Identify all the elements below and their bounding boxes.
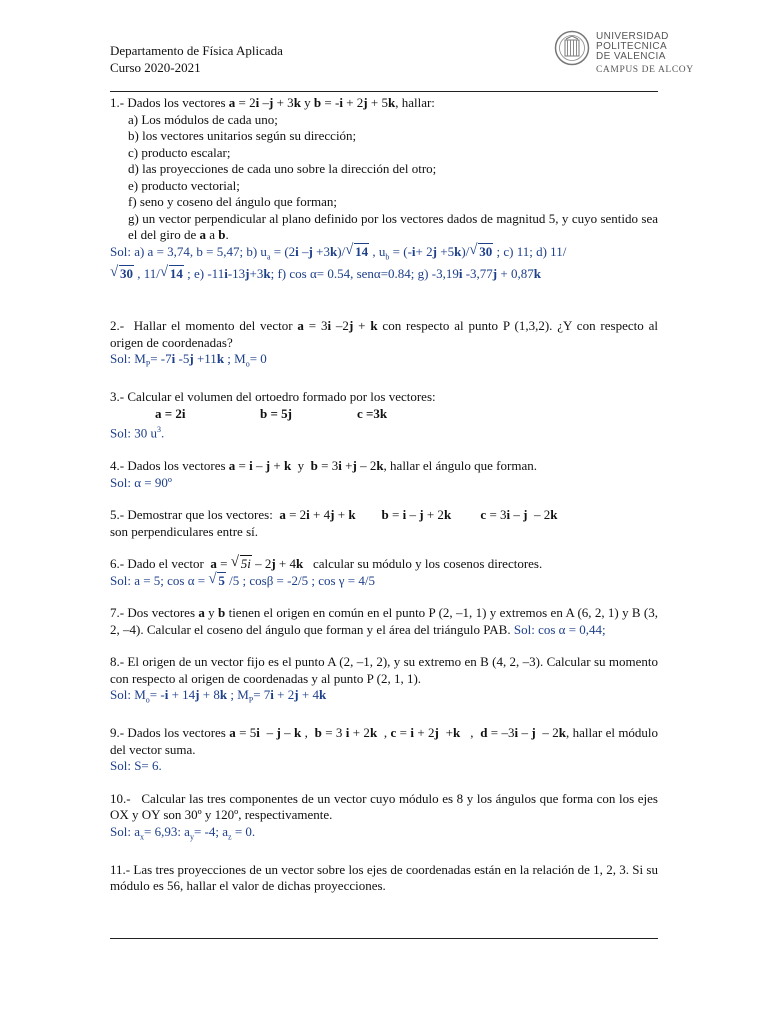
problem-3 [110,389,658,442]
page-header [110,31,694,92]
campus-name: CAMPUS DE ALCOY [596,65,694,75]
problem-1-solution-line-2: √ 30 , 11/√ 14 ; e) -11i-13j+3k; f) cos α= 0.54, senα=0.84; g) -3,19i -3,77j + 0,87k [110,266,658,283]
problem-10 [110,791,658,846]
problem-8-statement: 8.- El origen de un vector fijo es el punto A (2, –1, 2), y su extremo en B (4, 2, –3). Calcular su momento con respecto al origen de coordenadas y al punto P (2, 1, 1). [110,654,658,686]
problem-3-statement: 3.- Calcular el volumen del ortoedro formado por los vectores: [110,389,436,405]
university-logo [554,30,704,80]
problem-7-solution: Sol: cos α = 0,44; [513,621,606,637]
problem-4 [110,458,658,491]
logo-wordmark: UNIVERSIDAD POLITECNICA DE VALENCIA [596,31,669,62]
problem-9-statement: 9.- Dados los vectores a = 5i – j – k , b = 3 i + 2k , c = i + 2j +k , d = –3i – j – 2k, hallar el módulo del vector suma. [110,725,659,757]
problem-3-solution: Sol: 30 $u^3$. [110,425,165,441]
problem-7 [110,605,658,638]
problem-1-item-e: e) producto vectorial; [128,177,240,193]
problem-10-statement: 10.- Calcular las tres componentes de un vector cuyo módulo es 8 y los ángulos que forma con los ejes OX y OY son 30º y 120º, respectivamente. [110,790,658,823]
problem-9-solution: Sol: S= 6. [110,758,162,774]
problem-1-item-f: f) seno y coseno del ángulo que forman; [128,194,338,209]
problem-5-line-2: son perpendiculares entre sí. [110,523,259,539]
problem-8-solution: Sol: $M_o= -i + 14j + 8k$ ; $M_P= 7i + 2j + 4k$ [110,687,327,705]
department-name: Departamento de Física Aplicada [110,43,283,58]
problem-5-statement: 5.- Demostrar que los vectores: a = 2i + 4j + k b = i – j + 2k c = 3i – j – 2k [110,507,558,523]
problem-4-statement: 4.- Dados los vectores a = i – j + k y b = 3i +j – 2k, hallar el ángulo que forman. [110,458,537,474]
problem-11-statement: 11.- Las tres proyecciones de un vector sobre los ejes de coordenadas están en la relación de 1, 2, 3. Si su módulo es 56, hallar el valor de dichas proyecciones. [110,861,658,894]
problem-6-solution: Sol: a = 5; cos α = √ 5 /5 ; cosβ = -2/5 ; cos γ = 4/5 [110,573,658,590]
problem-7-statement: 7.- Dos vectores a y b tienen el origen en común en el punto P (2, –1, 1) y extremos en A (6, 2, 1) y B (3, 2, –4). Calcular el coseno del ángulo que forman y el área del triángulo PAB. Sol: cos α = 0,44; [110,605,659,637]
problem-6 [110,556,658,589]
problem-list [110,95,658,895]
problem-1-item-c: c) producto escalar; [128,144,231,160]
problem-11 [110,862,658,895]
problem-1-solution-line-1: Sol: a) a = 3,74, b = 5,47; b) $u_a = (2i$ –j +3k)/√ 14 , $u_b = (-i+ 2j +5k)/√$ 30 ; c) 11; d) 11/ [110,244,658,266]
problem-6-statement: 6.- Dado el vector a = √ 5i – 2j + 4k calcular su módulo y los cosenos directores. [110,556,658,573]
problem-2 [110,318,658,373]
problem-1-items [110,112,658,244]
problem-1-item-a: a) Los módulos de cada uno; [128,111,278,127]
problem-2-solution: Sol: $M_P= -7i$ -5j +11k ; $M_o= 0$ [110,351,267,369]
problem-1-item-g: g) un vector perpendicular al plano definido por los vectores dados de magnitud 5, y cuyo sentido sea el del giro de a a b. [128,210,658,242]
header-divider [110,91,658,92]
problem-3-vectors: a = 2i b = 5j c =3k [155,405,388,421]
problem-1-item-d: d) las proyecciones de cada uno sobre la dirección del otro; [128,161,437,176]
footer-divider [110,938,658,939]
problem-10-solution: Sol: $a_x= 6,93$: $a_y= -4$; $a_z = 0$. [110,823,256,842]
problem-1-statement: 1.- Dados los vectores a = 2i –j + 3k y b = -i + 2j + 5k, hallar: [110,95,435,110]
course-year: Curso 2020-2021 [110,60,201,75]
problem-8 [110,654,658,709]
problem-4-solution: Sol: α = 90º [110,474,172,490]
problem-5 [110,507,658,540]
problem-1-item-b: b) los vectores unitarios según su dirección; [128,128,357,143]
problem-2-statement: 2.- Hallar el momento del vector a = 3i –2j + k con respecto al punto P (1,3,2). ¿Y con respecto al origen de coordenadas? [110,318,658,350]
university-seal-icon [554,30,590,66]
problem-1 [110,95,658,282]
problem-9 [110,725,658,775]
